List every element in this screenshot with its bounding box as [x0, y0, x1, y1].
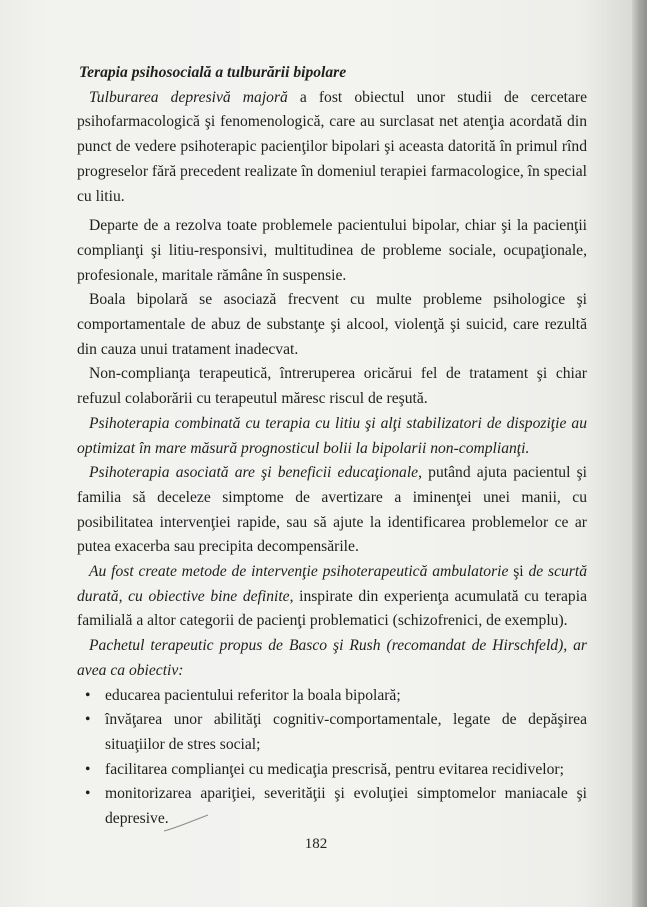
bullet-icon: • [85, 686, 91, 704]
paragraph-1-text: a fost obiectul unor studii de cercetare psihofarmacologică şi fenomenologică, care au surclasat net atenţia acordată din punct de vedere psihoterapic pacienţilor bipolari şi aceasta datorită în primul rînd progreselor fără precedent realizate în domeniul terapiei farmacologice, în special cu litiu. [77, 88, 588, 205]
paragraph-2-text: Departe de a rezolva toate problemele pacientului bipolar, chiar şi la pacienţii complianţi şi litiu-responsivi, multitudinea de probleme sociale, ocupaţionale, profesionale, maritale rămâne în suspensie. [77, 217, 587, 284]
page-number: 182 [304, 836, 328, 852]
list-item [85, 782, 587, 831]
paragraph-7 [77, 560, 587, 634]
paragraph-3 [77, 288, 587, 362]
paragraph-4 [77, 362, 587, 411]
paragraph-4-text: Non-complianţa terapeutică, întreruperea oricărui fel de tratament şi chiar refuzul colaborării cu terapeutul măresc riscul de reşută. [77, 365, 587, 408]
paragraph-5-text: Psihoterapia combinată cu terapia cu litiu şi alţi stabilizatori de dispoziţie au optimizat în mare măsură prognosticul bolii la bipolarii non-complianţi. [77, 414, 587, 457]
paragraph-7-text: , inspirate din experienţa acumulată cu terapia familială a altor categorii de pacienţi problematici (schizofrenici, de exemplu). [77, 587, 587, 630]
paragraph-6-text: , putând ajuta pacientul şi familia să deceleze simptome de avertizare a iminenţei unei manii, cu posibilitatea intervenţiei rapide, sau să ajute la identificarea problemelor ce ar putea exacerba sau precipita decompensările. [77, 464, 587, 556]
list-item [85, 684, 587, 709]
paragraph-1 [77, 86, 587, 210]
bullet-icon: • [85, 760, 91, 778]
objective-text: monitorizarea apariţiei, severităţii şi evoluţiei simptomelor maniacale şi depresive. [105, 785, 587, 828]
objective-text: educarea pacientului referitor la boala bipolară; [105, 686, 401, 704]
list-item [85, 758, 587, 783]
paragraph-7-conjunction: şi [508, 563, 529, 581]
paragraph-5 [77, 412, 587, 461]
objective-text: învăţarea unor abilităţi cognitiv-comportamentale, legate de depăşirea situaţiilor de stres social; [105, 711, 587, 753]
objectives-list [85, 684, 587, 832]
paragraph-6-emphasis: Psihoterapia asociată are şi beneficii educaţionale [89, 464, 419, 482]
paragraph-1-emphasis: Tulburarea depresivă majoră [89, 88, 288, 106]
paragraph-7-emphasis-2: de scurtă durată, cu obiective bine definite [77, 563, 587, 605]
objective-text: facilitarea complianţei cu medicaţia prescrisă, pentru evitarea recidivelor; [105, 760, 564, 778]
paragraph-3-text: Boala bipolară se asociază frecvent cu multe probleme psihologice şi comportamentale de abuz de substanţe şi alcool, violenţă şi suicid, care rezultă din cauza unui tratament inadecvat. [77, 291, 587, 358]
bullet-icon: • [85, 711, 91, 729]
paragraph-2 [77, 214, 587, 288]
section-title: Terapia psihosocială a tulburării bipolare [79, 64, 347, 81]
paragraph-8 [77, 634, 587, 683]
page-body [77, 61, 587, 832]
paragraph-8-text: Pachetul terapeutic propus de Basco şi Rush (recomandat de Hirschfeld), ar avea ca obiectiv: [77, 637, 587, 679]
list-item [85, 708, 587, 757]
book-spine [632, 0, 647, 907]
paragraph-6 [77, 461, 587, 560]
bullet-icon: • [85, 785, 91, 803]
paragraph-7-emphasis: Au fost create metode de intervenţie psihoterapeutică ambulatorie [89, 563, 509, 581]
pen-mark [162, 812, 212, 834]
